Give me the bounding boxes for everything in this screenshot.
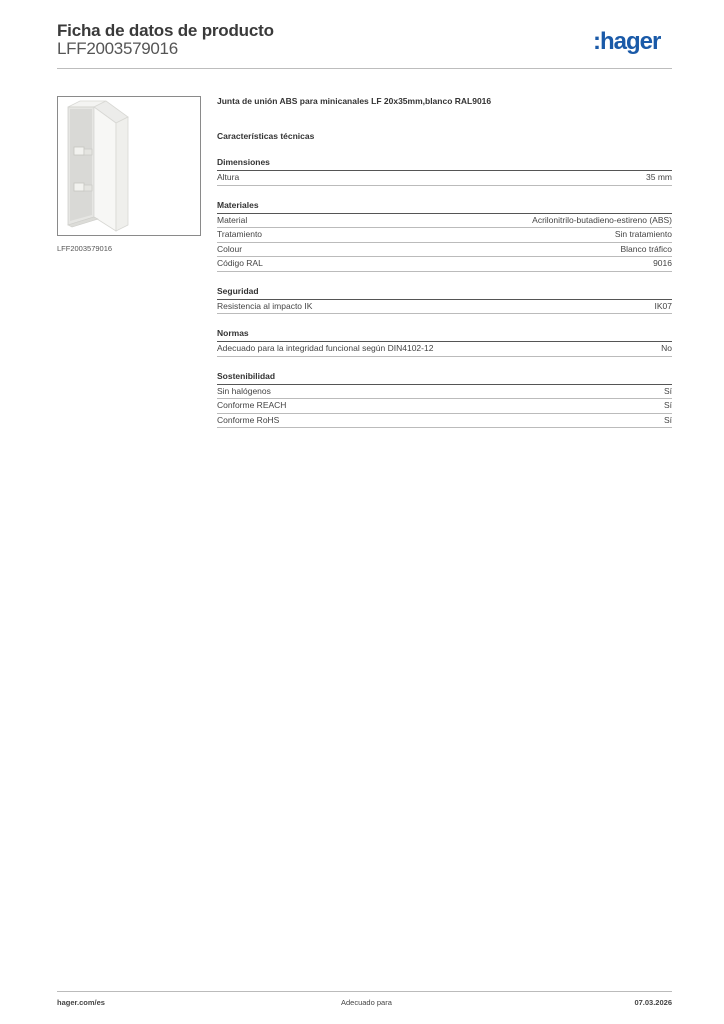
header-divider [57, 68, 672, 69]
spec-label: Adecuado para la integridad funcional según DIN4102-12 [217, 343, 434, 353]
spec-row [217, 243, 672, 258]
section-materiales [217, 200, 672, 272]
spec-value: 9016 [653, 258, 672, 268]
footer-note: Adecuado para [341, 998, 392, 1007]
spec-value: Sí [663, 414, 672, 425]
section-dimensiones [217, 157, 672, 186]
spec-label: Sin halógenos [217, 385, 271, 396]
section-title: Sostenibilidad [217, 371, 672, 385]
spec-row [217, 414, 672, 429]
page-title: Ficha de datos de producto [57, 21, 274, 40]
spec-value: Blanco tráfico [620, 243, 672, 254]
spec-row [217, 214, 672, 229]
product-description: Junta de unión ABS para minicanales LF 20x35mm,blanco RAL9016 [217, 96, 492, 106]
spec-label: Material [217, 214, 248, 225]
spec-content [217, 96, 672, 428]
spec-label: Conforme RoHS [217, 414, 280, 425]
footer-website-link[interactable]: hager.com/es [57, 998, 105, 1007]
spec-label: Colour [217, 243, 243, 254]
section-title: Normas [217, 328, 672, 342]
footer-divider [57, 991, 672, 992]
section-seguridad [217, 286, 672, 315]
spec-row [217, 228, 672, 243]
spec-label: Altura [217, 172, 240, 182]
spec-value: Acrilonitrilo-butadieno-estireno (ABS) [532, 214, 672, 225]
spec-value: No [661, 343, 672, 353]
product-image [57, 96, 201, 236]
spec-value: Sí [663, 385, 672, 396]
section-normas [217, 328, 672, 357]
footer-date: 07.03.2026 [634, 998, 672, 1007]
image-caption: LFF2003579016 [57, 244, 113, 253]
spec-label: Código RAL [217, 258, 263, 268]
spec-label: Tratamiento [217, 229, 263, 239]
section-title: Seguridad [217, 286, 672, 300]
spec-label: Conforme REACH [217, 400, 287, 410]
spec-row [217, 257, 672, 272]
spec-row [217, 399, 672, 414]
hager-logo: :hager [593, 28, 661, 55]
spec-value: 35 mm [646, 172, 672, 182]
section-title: Dimensiones [217, 157, 672, 171]
product-reference: LFF2003579016 [57, 39, 178, 58]
spec-value: Sin tratamiento [614, 229, 672, 239]
section-title: Materiales [217, 200, 672, 214]
spec-label: Resistencia al impacto IK [217, 300, 313, 311]
cable-joint-illustration [58, 97, 200, 235]
spec-value: Sí [663, 400, 672, 410]
spec-row [217, 171, 672, 186]
spec-row [217, 300, 672, 315]
technical-heading: Características técnicas [217, 131, 315, 141]
section-sostenibilidad [217, 371, 672, 429]
spec-row [217, 342, 672, 357]
spec-value: IK07 [654, 300, 672, 311]
spec-row [217, 385, 672, 400]
